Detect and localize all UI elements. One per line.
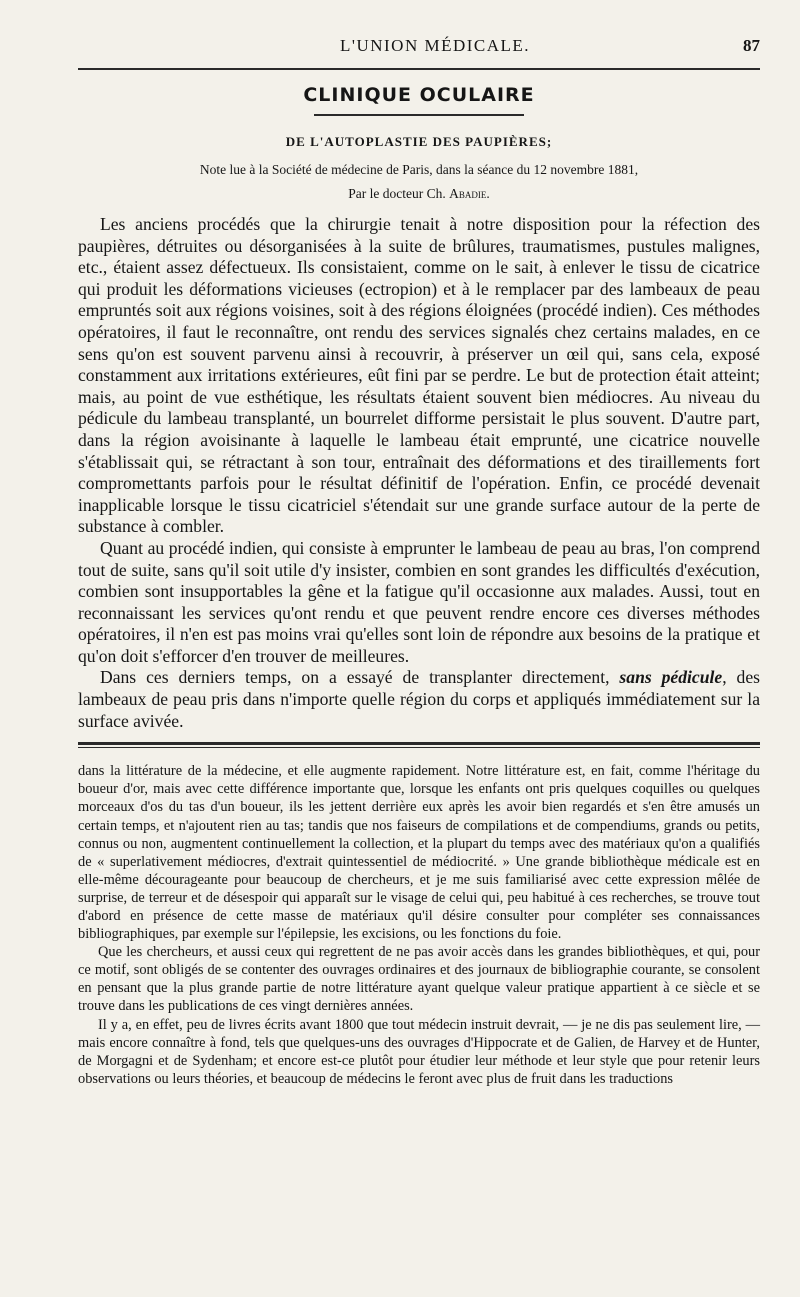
byline-prefix: Par le docteur Ch. (348, 186, 446, 201)
page-number: 87 (743, 36, 760, 55)
note-paragraph-2: Que les chercheurs, et aussi ceux qui regrettent de ne pas avoir accès dans les grandes bibliothèques, et qui, pour ce motif, sont obligés de se contenter des ouvrages ordinaires et des journaux de bibliographie courante, se consolent en pensant que la plus grande partie de notre littérature ayant quelque valeur pratique appartient à ce siècle et se trouve dans les publications de ces vingt dernières années. (78, 944, 760, 1015)
journal-title: L'UNION MÉDICALE. (340, 36, 531, 55)
footnote-separator (78, 742, 760, 748)
article-note: Note lue à la Société de médecine de Paris, dans la séance du 12 novembre 1881, (199, 162, 639, 177)
byline (78, 186, 760, 202)
author-name: Abadie. (449, 186, 490, 201)
body-paragraph-3 (78, 667, 760, 732)
p3-text-end: , des lambeaux de peau pris dans n'importe quelle région du corps et appliqués immédiatement sur la surface avivée. (78, 667, 760, 731)
p3-text-start: Dans ces derniers temps, on a essayé de transplanter directement, (100, 667, 620, 688)
journal-page (78, 28, 760, 1088)
section-title: CLINIQUE OCULAIRE (303, 84, 535, 106)
p3-emphasis: sans pédicule (619, 667, 723, 688)
running-header (78, 28, 760, 68)
note-paragraph-3: Il y a, en effet, peu de livres écrits avant 1800 que tout médecin instruit devrait, — je ne dis pas seulement lire, — mais encore connaître à fond, tels que quelques-uns des ouvrages d'Hippocrate et de Galien, de Harvey et de Hunter, de Morgagni et de Sydenham; et encore est-ce plutôt pour étudier leur méthode et leur style que pour retenir leurs observations ou leurs théories, et beaucoup de médecins le feront avec plus de fruit dans les traductions (78, 1016, 760, 1087)
note-paragraph-1: dans la littérature de la médecine, et elle augmente rapidement. Notre littérature est, en fait, comme l'héritage du boueur d'or, mais avec cette différence importante que, lorsque les enfants ont pris quelques coquilles ou quelques morceaux d'os du tas d'un boueur, ils les jettent derrière eux après les avoir bien regardés et s'en être amusés un certain temps, et n'ajoutent rien au tas; tandis que nos faiseurs de compilations et de compendiums, grands ou petits, connus ou non, augmentent continuellement la collection, et la plupart du temps avec des matériaux qu'on a qualifiés de « superlativement médiocres, d'extrait quintessentiel de médiocrité. » Une grande bibliothèque médicale est en elle-même décourageante pour beaucoup de chercheurs, et je me suis familiarisé avec cette expression mêlée de surprise, de terreur et de désespoir qui apparaît sur le visage de celui qui, peu habitué à ces recherches, se trouve tout d'abord en présence de cette masse de matériaux qu'il désire consulter pour compléter ses connaissances bibliographiques, par exemple sur l'épilepsie, les excisions, ou les fonctions du foie. (78, 763, 760, 943)
article-body (78, 214, 760, 732)
body-paragraph-1: Les anciens procédés que la chirurgie tenait à notre disposition pour la réfection des paupières, détruites ou désorganisées à la suite de brûlures, traumatismes, pustules malignes, etc., étaient assez défectueux. Ils consistaient, comme on le sait, à enlever le tissu de cicatrice qui produit les déformations vicieuses (ectropion) et à le remplacer par des lambeaux de peau empruntés soit aux régions voisines, soit à des régions éloignées (procédé indien). Ces méthodes opératoires, il faut le reconnaître, ont rendu des services signalés chez certains malades, en ce sens qu'on est souvent parvenu ainsi à recouvrir, à préserver un œil qui, sans cela, exposé constamment aux irritations extérieures, eût fini par se perdre. Le but de protection était atteint; mais, au point de vue esthétique, les résultats étaient souvent bien médiocres. Au niveau du pédicule du lambeau transplanté, un bourrelet difforme persistait le plus souvent. D'autre part, dans la région avoisinante à laquelle le lambeau était emprunté, une cicatrice nouvelle s'établissait qui, se rétractant à son tour, entraînait des déformations et des tiraillements fort compromettants parfois pour le résultat définitif de l'opération. Enfin, ce procédé devenait inapplicable lorsque le tissu cicatriciel s'étendait sur une grande surface autour de la perte de substance à combler. (78, 214, 760, 537)
body-paragraph-2: Quant au procédé indien, qui consiste à emprunter le lambeau de peau au bras, l'on comprend tout de suite, sans qu'il soit utile d'y insister, combien en sont grandes les difficultés d'exécution, combien sont insupportables la gêne et la fatigue qu'il occasionne aux malades. Aussi, tout en reconnaissant les services qu'ont rendu et que peuvent rendre encore ces diverses méthodes opératoires, il n'en est pas moins vrai qu'elles sont loin de répondre aux besoins de la pratique et qu'on doit s'efforcer d'en trouver de meilleures. (78, 537, 760, 666)
section-rule (314, 114, 524, 116)
footnote-column (78, 762, 760, 1088)
header-rule (78, 68, 760, 70)
article-title: DE L'AUTOPLASTIE DES PAUPIÈRES; (285, 134, 553, 149)
